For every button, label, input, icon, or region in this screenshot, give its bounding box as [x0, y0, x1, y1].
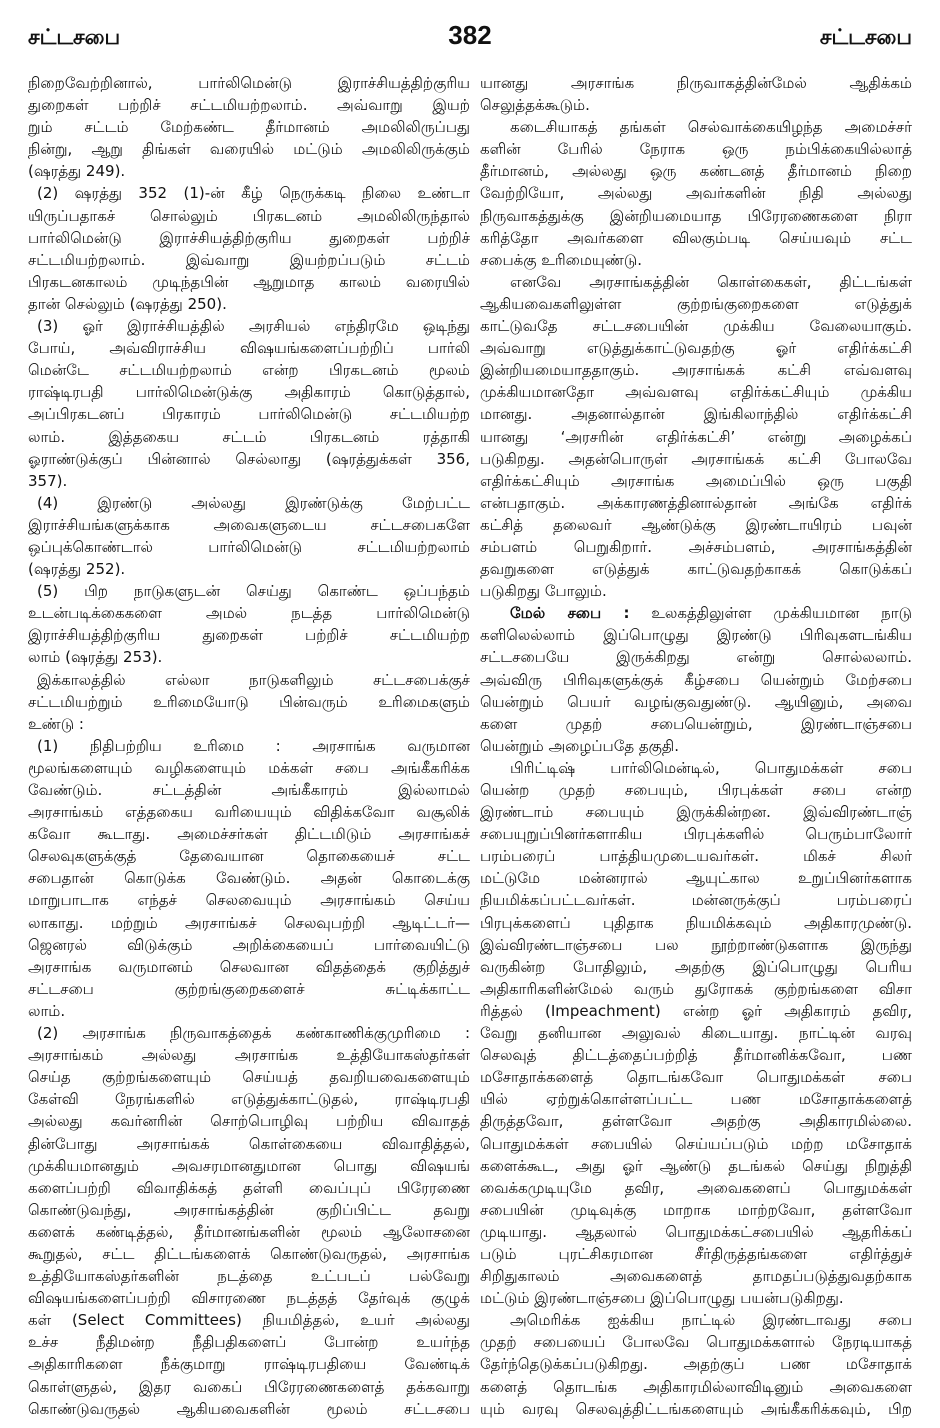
text-line: சிறிதுகாலம் அவைகளைத் தாமதப்படுத்துவதற்காக	[480, 1267, 912, 1286]
text-line: துறைகள் பற்றிச் சட்டமியற்றலாம். அவ்வாறு இயற்	[28, 96, 470, 115]
text-line: லாகாது. மற்றும் அரசாங்கச் செலவுபற்றி ஆடிட்டர்—	[28, 913, 470, 932]
text-line: களைக் கண்டித்தல், தீர்மானங்களின் மூலம் ஆலோசனை	[28, 1222, 470, 1241]
text-line: செலுத்தக்கூடும்.	[480, 96, 590, 115]
left-column	[28, 72, 470, 1420]
text-line: அப்பிரகடனப் பிரகாரம் பார்லிமென்டு சட்டமியற்ற	[28, 405, 470, 424]
text-line: மாறுபாடாக எந்தச் செலவையும் அரசாங்கம் செய்ய	[28, 891, 470, 910]
text-line: (ஷரத்து 249).	[28, 162, 126, 181]
text-line: யென்ற முதற் சபையும், பிரபுக்கள் சபை என்ற	[480, 781, 912, 799]
text-line: (4) இரண்டு அல்லது இரண்டுக்கு மேற்பட்ட	[37, 493, 470, 512]
text-line: கட்சித் தலைவர் ஆண்டுக்கு இரண்டாயிரம் பவுன்	[480, 515, 912, 534]
text-line: சபையின் முடிவுக்கு மாறாக மாற்றவோ, தள்ளவோ	[480, 1200, 912, 1219]
text-line: ஆகியவைகளிலுள்ள குற்றங்குறைகளை எடுத்துக்	[480, 294, 912, 313]
text-line: றும் சட்டம் மேற்கண்ட தீர்மானம் அமலிலிருப்பது	[28, 118, 470, 137]
text-line: அதிகாரிகளை நீக்குமாறு ராஷ்டிரபதியை வேண்டிக்	[28, 1355, 470, 1374]
text-line: யென்றும் அழைப்பதே தகுதி.	[480, 736, 679, 755]
text-line: செலவுகளுக்குத் தேவையான தொகையைச் சட்ட	[28, 847, 470, 866]
text-line: ஓராண்டுக்குப் பின்னால் செல்லாது (ஷரத்துக்கள் 356,	[28, 449, 470, 468]
text-line: எனவே அரசாங்கத்தின் கொள்கைகள், திட்டங்கள்	[510, 272, 912, 291]
text-line: கொண்டுவந்து, அரசாங்கத்தின் குறிப்பிட்ட தவறு	[28, 1200, 470, 1219]
text-line: படுகிறது போலும்.	[480, 582, 607, 601]
text-line: சபையுறுப்பினர்களாகிய பிரபுக்களில் பெரும்பாலோர்	[480, 825, 912, 844]
text-line: மானது. அதனால்தான் இங்கிலாந்தில் எதிர்க்கட்சி	[480, 405, 912, 424]
text-line: (3) ஓர் இராச்சியத்தில் அரசியல் எந்திரமே ஒடிந்து	[37, 317, 470, 336]
text-line: திருத்தவோ, தள்ளவோ அதற்கு அதிகாரமில்லை.	[480, 1112, 912, 1131]
text-line: களைத் தொடங்க அதிகாரமில்லாவிடினும் அவைகளை	[480, 1377, 912, 1396]
text-line: நிறைவேற்றினால், பார்லிமென்டு இராச்சியத்திற்குரிய	[28, 74, 470, 92]
text-line: யானது ‘அரசரின் எதிர்க்கட்சி’ என்று அழைக்கப்	[480, 427, 912, 446]
text-line: உண்டு :	[28, 714, 84, 733]
text-line: ஒப்புக்கொண்டால் பார்லிமென்டு சட்டமியற்றலாம்	[28, 537, 470, 556]
text-line: செய்த குற்றங்களையும் செய்யத் தவறியவைகளையும்	[28, 1068, 470, 1087]
text-line: சட்டசபையே இருக்கிறது என்று சொல்லலாம்.	[480, 648, 912, 667]
text-line: (2) ஷரத்து 352 (1)-ன் கீழ் நெருக்கடி நிலை உண்டா	[37, 184, 470, 203]
page-number: 382	[448, 20, 492, 50]
text-line: மட்டுமே மன்னரால் ஆயுட்கால உறுப்பினர்களாக	[480, 869, 912, 888]
right-column	[480, 72, 912, 1420]
text-line: யென்றும் பெயர் வழங்குவதுண்டு. ஆயினும், அவை	[480, 692, 912, 711]
text-line: லாம். இத்தகைய சட்டம் பிரகடனம் ரத்தாகி	[28, 427, 470, 446]
text-line: சட்டமியற்றலாம். இவ்வாறு இயற்றப்படும் சட்டம்	[28, 250, 470, 269]
text-line: (ஷரத்து 252).	[28, 560, 126, 579]
text-line: தீர்மானம், அல்லது ஒரு கண்டனத் தீர்மானம் நிறை	[480, 162, 912, 181]
text-line: மசோதாக்களைத் தொடங்கவோ பொதுமக்கள் சபை	[480, 1068, 912, 1087]
text-line: சம்பளம் பெறுகிறார். அச்சம்பளம், அரசாங்கத்தின்	[480, 537, 912, 556]
text-line: வேண்டும். சட்டத்தின் அங்கீகாரம் இல்லாமல்	[28, 781, 470, 799]
text-line: கவோ கூடாது. அமைச்சர்கள் திட்டமிடும் அரசாங்கச்	[28, 825, 470, 844]
text-line: இவ்விரண்டாஞ்சபை பல நூற்றாண்டுகளாக இருந்து	[480, 935, 912, 954]
text-line: ஜெனரல் விடுக்கும் அறிக்கையைப் பார்வையிட்டு	[28, 935, 470, 954]
text-line: (5) பிற நாடுகளுடன் செய்து கொண்ட ஒப்பந்தம்	[37, 582, 470, 601]
text-line: (2) அரசாங்க நிருவாகத்தைக் கண்காணிக்குமுரிமை :	[37, 1024, 470, 1043]
text-line: வைக்கமுடியுமே தவிர, அவைகளைப் பொதுமக்கள்	[480, 1178, 912, 1197]
text-line: லாம் (ஷரத்து 253).	[28, 648, 163, 667]
text-line: உச்ச நீதிமன்ற நீதிபதிகளைப் போன்ற உயர்ந்த	[28, 1333, 470, 1352]
text-line: கூறுதல், சட்ட திட்டங்களைக் கொண்டுவருதல், அரசாங்க	[28, 1244, 470, 1263]
section-heading: மேல் சபை :	[510, 604, 630, 623]
text-line: அரசாங்கம் அல்லது அரசாங்க உத்தியோகஸ்தர்கள்	[28, 1046, 470, 1065]
text-line: இரண்டாம் சபையும் இருக்கின்றன. இவ்விரண்டாஞ்	[480, 803, 912, 822]
text-line: என்பதாகும். அக்காரணத்தினால்தான் அங்கே எதிர்க்	[480, 493, 912, 512]
text-line: வேற்றியோ, அல்லது அவர்களின் நிதி அல்லது	[480, 184, 912, 203]
text-line: யில் ஏற்றுக்கொள்ளப்பட்ட பண மசோதாக்களைத்	[480, 1090, 912, 1109]
text-line: கேள்வி நேரங்களில் எடுத்துக்காட்டுதல், ராஷ்டிரபதி	[28, 1090, 470, 1109]
text-line: கொண்டுவருதல் ஆகியவைகளின் மூலம் சட்டசபை	[28, 1399, 470, 1418]
running-head-left: சட்டசபை	[28, 25, 121, 49]
text-line: மட்டும் இரண்டாஞ்சபை இப்பொழுது பயன்படுகிறது.	[480, 1289, 844, 1308]
text-line: மூலங்களையும் வழிகளையும் மக்கள் சபை அங்கீகரிக்க	[28, 758, 470, 777]
text-line: காட்டுவதே சட்டசபையின் முக்கிய வேலையாகும்.	[480, 317, 912, 336]
text-line: சபைக்கு உரிமையுண்டு.	[480, 250, 643, 269]
text-line: அவ்விரு பிரிவுகளுக்குக் கீழ்சபை யென்றும் மேற்சபை	[480, 670, 912, 689]
text-line: ராஷ்டிரபதி பார்லிமென்டுக்கு அதிகாரம் கொடுத்தால்,	[28, 383, 470, 402]
text-line: எதிர்க்கட்சியும் அரசாங்க அமைப்பில் ஒரு பகுதி	[480, 471, 912, 490]
text-line: செலவுத் திட்டத்தைப்பற்றித் தீர்மானிக்கவோ, பண	[480, 1046, 912, 1065]
text-line: பார்லிமென்டு இராச்சியத்திற்குரிய துறைகள் பற்றிச்	[28, 228, 470, 247]
text-line: அவ்வாறு எடுத்துக்காட்டுவதற்கு ஓர் எதிர்க்கட்சி	[480, 339, 912, 358]
text-line: இக்காலத்தில் எல்லா நாடுகளிலும் சட்டசபைக்குச்	[37, 670, 470, 689]
text-line: லாம்.	[28, 1001, 66, 1020]
text-line: வேறு தனியான அலுவல் கிடையாது. நாட்டின் வரவு	[480, 1024, 912, 1043]
text-line: சபைதான் கொடுக்க வேண்டும். அதன் கொடைக்கு	[28, 869, 470, 888]
text-line: களைப்பற்றி விவாதிக்கத் தள்ளி வைப்புப் பிரேரணை	[28, 1178, 470, 1197]
text-line: பரம்பரைப் பாத்தியமுடையவர்கள். மிகச் சிலர்	[480, 847, 912, 866]
text-line: தேர்ந்தெடுக்கப்படுகிறது. அதற்குப் பண மசோதாக்	[480, 1355, 912, 1374]
text-line: அமெரிக்க ஐக்கிய நாட்டில் இரண்டாவது சபை	[510, 1311, 912, 1330]
text-line: வருகின்ற போதிலும், அதற்கு இப்பொழுது பெரிய	[480, 957, 912, 976]
line-text: உலகத்திலுள்ள முக்கியமான நாடு	[651, 604, 912, 623]
text-line: படும் புரட்சிகரமான சீர்திருத்தங்களை எதிர்த்துச்	[480, 1244, 912, 1263]
text-line: உடன்படிக்கைகளை அமல் நடத்த பார்லிமென்டு	[28, 604, 470, 623]
text-line: இராச்சியங்களுக்காக அவைகளுடைய சட்டசபைகளே	[28, 515, 470, 534]
text-line: நின்று, ஆறு திங்கள் வரையில் மட்டும் அமலிலிருக்கும்	[28, 140, 470, 159]
text-line: முடியாது. ஆதலால் பொதுமக்கட்சபையில் ஆதரிக்கப்	[480, 1222, 912, 1241]
text-line: நிருவாகத்துக்கு இன்றியமையாத பிரேரணைகளை நிரா	[480, 206, 912, 225]
text-line: முதற் சபையைப் போலவே பொதுமக்களால் நேரடியாகத்	[480, 1333, 912, 1352]
text-line: கரித்தோ அவர்களை விலகும்படி செய்யவும் சட்ட	[480, 228, 912, 247]
text-line: களிலெல்லாம் இப்பொழுது இரண்டு பிரிவுகளடங்கிய	[480, 626, 912, 645]
text-line: (1) நிதிபற்றிய உரிமை : அரசாங்க வருமான	[37, 736, 470, 755]
text-line: கடைசியாகத் தங்கள் செல்வாக்கையிழந்த அமைச்சர்	[510, 118, 912, 137]
text-line: தின்போது அரசாங்கக் கொள்கையை விவாதித்தல்,	[28, 1134, 470, 1153]
text-line: நியமிக்கப்பட்டவர்கள். மன்னருக்குப் பரம்பரைப்	[480, 891, 912, 910]
text-line: மென்டே சட்டமியற்றலாம் என்ற பிரகடனம் மூலம்	[28, 361, 470, 380]
text-line: சட்டசபை குற்றங்குறைகளைச் சுட்டிக்காட்ட	[28, 979, 470, 998]
text-line: இராச்சியத்திற்குரிய துறைகள் பற்றிச் சட்டமியற்ற	[28, 626, 470, 645]
text-line	[480, 602, 912, 624]
text-line: கொள்ளுதல், இதர வகைப் பிரேரணைகளைத் தக்கவாறு	[28, 1377, 470, 1396]
text-line: அதிகாரிகளின்மேல் வரும் துரோகக் குற்றங்களை விசா	[480, 979, 912, 998]
text-line: அல்லது கவர்னரின் சொற்பொழிவு பற்றிய விவாதத்	[28, 1112, 470, 1131]
text-line: விஷயங்களைப்பற்றி விசாரணை நடத்தத் தேர்வுக் குழுக்	[28, 1289, 470, 1308]
text-line: போய், அவ்விராச்சிய விஷயங்களைப்பற்றிப் பார்லி	[28, 339, 470, 358]
running-head-right: சட்டசபை	[819, 25, 912, 49]
text-line: களைக்கூட, அது ஓர் ஆண்டு தடங்கல் செய்து நிறுத்தி	[480, 1156, 912, 1175]
text-line: இன்றியமையாததாகும். அரசாங்கக் கட்சி எவ்வளவு	[480, 361, 912, 380]
text-line: தான் செல்லும் (ஷரத்து 250).	[28, 294, 227, 313]
text-line: யிருப்பதாகச் சொல்லும் பிரகடனம் அமலிலிருந்தால்	[28, 206, 470, 225]
text-line: 357).	[28, 471, 68, 490]
text-line: அரசாங்கம் எத்தகைய வரியையும் விதிக்கவோ வசூலிக்	[28, 803, 470, 822]
text-line: படுகிறது. அதன்பொருள் அரசாங்கக் கட்சி போலவே	[480, 449, 912, 468]
text-line: பிரபுக்களைப் புதிதாக நியமிக்கவும் அதிகாரமுண்டு.	[480, 913, 912, 932]
text-line: களின் பேரில் நேராக ஒரு நம்பிக்கையில்லாத்	[480, 140, 912, 159]
text-line: பொதுமக்கள் சபையில் செய்யப்படும் மற்ற மசோதாக்	[480, 1134, 912, 1153]
text-line: உத்தியோகஸ்தர்களின் நடத்தை உட்படப் பல்வேறு	[28, 1267, 470, 1286]
text-line: முக்கியமானதோ அவ்வளவு எதிர்க்கட்சியும் முக்கிய	[480, 383, 912, 402]
text-line: சட்டமியற்றும் உரிமையோடு பின்வரும் உரிமைகளும்	[28, 692, 470, 711]
text-line: களை முதற் சபையென்றும், இரண்டாஞ்சபை	[480, 714, 912, 733]
text-line: யும் வரவு செலவுத்திட்டங்களையும் அங்கீகரிக்கவும், பிற	[480, 1399, 912, 1418]
text-line: பிரிட்டிஷ் பார்லிமென்டில், பொதுமக்கள் சபை	[510, 758, 912, 777]
text-line: முக்கியமானதும் அவசரமானதுமான பொது விஷயங்	[28, 1156, 470, 1175]
text-line: ரித்தல் (Impeachment) என்ற ஓர் அதிகாரம் தவிர,	[480, 1001, 912, 1020]
text-line: பிரகடனகாலம் முடிந்தபின் ஆறுமாத காலம் வரையில்	[28, 272, 470, 291]
text-line: தவறுகளை எடுத்துக் காட்டுவதற்காகக் கொடுக்கப்	[480, 560, 912, 579]
text-line: அரசாங்க வருமானம் செலவான விதத்தைக் குறித்துச்	[28, 957, 470, 976]
text-line: யானது அரசாங்க நிருவாகத்தின்மேல் ஆதிக்கம்	[480, 74, 912, 92]
text-line: கள் (Select Committees) நியமித்தல், உயர் அல்லது	[28, 1311, 470, 1330]
